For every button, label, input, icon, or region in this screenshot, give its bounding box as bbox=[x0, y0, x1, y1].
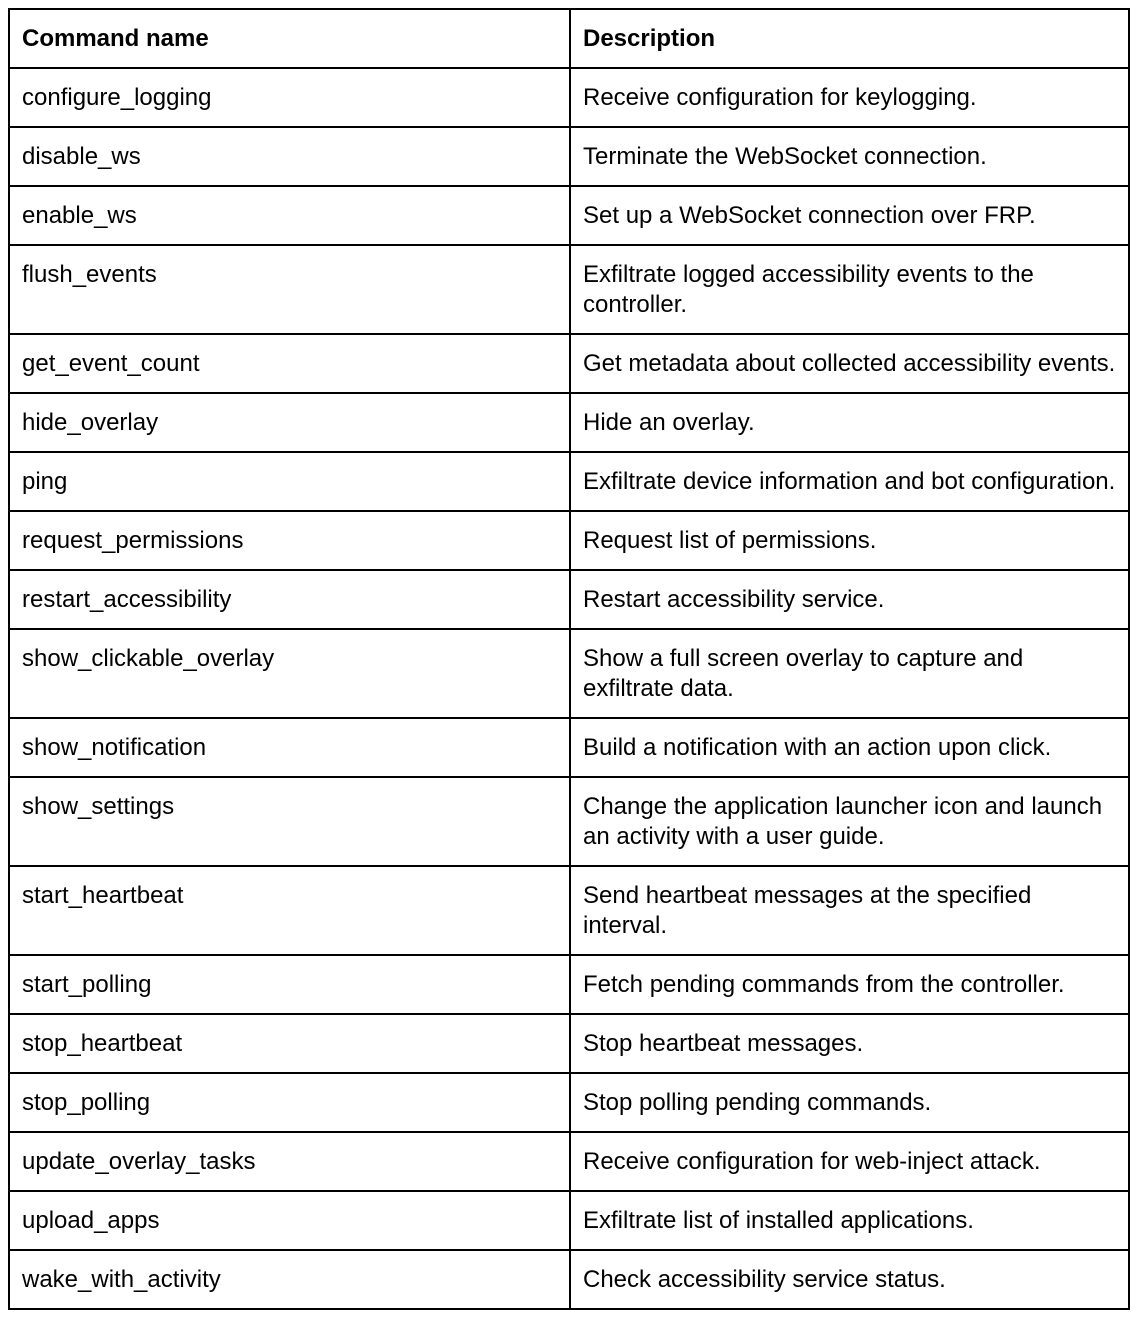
command-name-cell: start_heartbeat bbox=[9, 866, 570, 955]
command-name-cell: request_permissions bbox=[9, 511, 570, 570]
table-row bbox=[9, 393, 1129, 452]
command-name-cell: get_event_count bbox=[9, 334, 570, 393]
commands-table bbox=[8, 8, 1130, 1310]
command-name-cell: show_clickable_overlay bbox=[9, 629, 570, 718]
command-name-cell: restart_accessibility bbox=[9, 570, 570, 629]
description-cell: Change the application launcher icon and launch an activity with a user guide. bbox=[570, 777, 1129, 866]
command-name-cell: show_settings bbox=[9, 777, 570, 866]
table-row bbox=[9, 186, 1129, 245]
description-cell: Hide an overlay. bbox=[570, 393, 1129, 452]
header-description: Description bbox=[570, 9, 1129, 68]
description-cell: Terminate the WebSocket connection. bbox=[570, 127, 1129, 186]
description-cell: Get metadata about collected accessibility events. bbox=[570, 334, 1129, 393]
description-cell: Request list of permissions. bbox=[570, 511, 1129, 570]
table-row bbox=[9, 1073, 1129, 1132]
header-command-name: Command name bbox=[9, 9, 570, 68]
table-row bbox=[9, 1250, 1129, 1309]
table-row bbox=[9, 629, 1129, 718]
table-row bbox=[9, 1014, 1129, 1073]
table-row bbox=[9, 1191, 1129, 1250]
table-row bbox=[9, 68, 1129, 127]
command-name-cell: update_overlay_tasks bbox=[9, 1132, 570, 1191]
table-row bbox=[9, 1132, 1129, 1191]
table-row bbox=[9, 777, 1129, 866]
table-row bbox=[9, 718, 1129, 777]
table-row bbox=[9, 334, 1129, 393]
command-name-cell: upload_apps bbox=[9, 1191, 570, 1250]
description-cell: Show a full screen overlay to capture and exfiltrate data. bbox=[570, 629, 1129, 718]
table-header-row bbox=[9, 9, 1129, 68]
command-name-cell: start_polling bbox=[9, 955, 570, 1014]
command-name-cell: disable_ws bbox=[9, 127, 570, 186]
description-cell: Build a notification with an action upon click. bbox=[570, 718, 1129, 777]
command-name-cell: enable_ws bbox=[9, 186, 570, 245]
description-cell: Exfiltrate device information and bot configuration. bbox=[570, 452, 1129, 511]
description-cell: Check accessibility service status. bbox=[570, 1250, 1129, 1309]
description-cell: Fetch pending commands from the controller. bbox=[570, 955, 1129, 1014]
command-name-cell: ping bbox=[9, 452, 570, 511]
description-cell: Exfiltrate list of installed applications. bbox=[570, 1191, 1129, 1250]
table-row bbox=[9, 570, 1129, 629]
description-cell: Set up a WebSocket connection over FRP. bbox=[570, 186, 1129, 245]
command-name-cell: hide_overlay bbox=[9, 393, 570, 452]
description-cell: Receive configuration for web-inject attack. bbox=[570, 1132, 1129, 1191]
table-row bbox=[9, 511, 1129, 570]
description-cell: Restart accessibility service. bbox=[570, 570, 1129, 629]
description-cell: Exfiltrate logged accessibility events to the controller. bbox=[570, 245, 1129, 334]
table-row bbox=[9, 127, 1129, 186]
description-cell: Receive configuration for keylogging. bbox=[570, 68, 1129, 127]
command-name-cell: wake_with_activity bbox=[9, 1250, 570, 1309]
description-cell: Stop heartbeat messages. bbox=[570, 1014, 1129, 1073]
command-name-cell: flush_events bbox=[9, 245, 570, 334]
command-name-cell: stop_polling bbox=[9, 1073, 570, 1132]
description-cell: Send heartbeat messages at the specified interval. bbox=[570, 866, 1129, 955]
command-name-cell: stop_heartbeat bbox=[9, 1014, 570, 1073]
description-cell: Stop polling pending commands. bbox=[570, 1073, 1129, 1132]
command-name-cell: configure_logging bbox=[9, 68, 570, 127]
table-row bbox=[9, 866, 1129, 955]
table-row bbox=[9, 452, 1129, 511]
table-row bbox=[9, 955, 1129, 1014]
table-row bbox=[9, 245, 1129, 334]
command-name-cell: show_notification bbox=[9, 718, 570, 777]
